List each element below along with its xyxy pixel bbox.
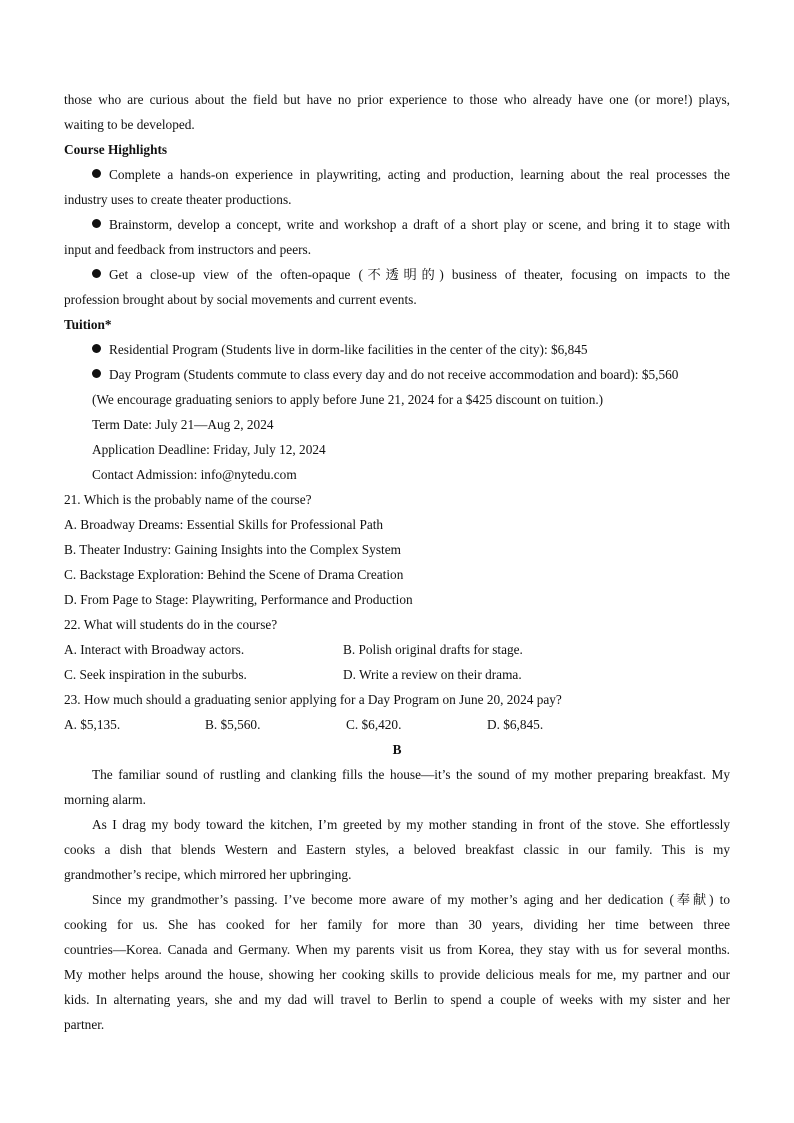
passage-line: cooks a dish that blends Western and Eastern styles, a beloved breakfast classic in our family. This is my xyxy=(64,842,730,857)
bullet-icon xyxy=(92,169,101,178)
question-22-option: A. Interact with Broadway actors. xyxy=(64,642,245,657)
question-23-option: A. $5,135. xyxy=(64,717,121,732)
tuition-note: (We encourage graduating seniors to apply before June 21, 2024 for a $425 discount on tuition.) xyxy=(92,392,604,407)
question-23-stem: 23. How much should a graduating senior applying for a Day Program on June 20, 2024 pay? xyxy=(64,692,562,707)
tuition-heading: Tuition* xyxy=(64,317,112,332)
highlight-item-cont: input and feedback from instructors and peers. xyxy=(64,242,312,257)
contact-admission: Contact Admission: info@nytedu.com xyxy=(92,467,297,482)
passage-line: countries—Korea. Canada and Germany. When my parents visit us from Korea, they stay with us for several months. xyxy=(64,942,730,957)
question-22-option: D. Write a review on their drama. xyxy=(343,667,522,682)
question-22-option: B. Polish original drafts for stage. xyxy=(343,642,523,657)
tuition-item: Day Program (Students commute to class every day and do not receive accommodation and board): $5,560 xyxy=(64,362,730,387)
passage-line: cooking for us. She has cooked for her family for more than 30 years, dividing her time between three xyxy=(64,917,730,932)
passage-line: morning alarm. xyxy=(64,792,146,807)
question-21-option: B. Theater Industry: Gaining Insights into the Complex System xyxy=(64,542,401,557)
question-23-option: D. $6,845. xyxy=(487,717,544,732)
tuition-item: Residential Program (Students live in dorm-like facilities in the center of the city): $6,845 xyxy=(64,337,730,362)
passage-line: As I drag my body toward the kitchen, I’m greeted by my mother standing in front of the stove. She effortlessly xyxy=(92,817,730,832)
passage-line: The familiar sound of rustling and clanking fills the house—it’s the sound of my mother preparing breakfast. My xyxy=(92,767,730,782)
question-22-options-row xyxy=(64,662,730,687)
question-21-option: C. Backstage Exploration: Behind the Scene of Drama Creation xyxy=(64,567,404,582)
application-deadline: Application Deadline: Friday, July 12, 2024 xyxy=(92,442,326,457)
passage-line: grandmother’s recipe, which mirrored her upbringing. xyxy=(64,867,352,882)
intro-line: waiting to be developed. xyxy=(64,117,195,132)
question-22-stem: 22. What will students do in the course? xyxy=(64,617,278,632)
highlight-item: Get a close-up view of the often-opaque (不透明的) business of theater, focusing on impacts to the xyxy=(64,262,730,287)
passage-line: Since my grandmother’s passing. I’ve become more aware of my mother’s aging and her dedication (奉献) to xyxy=(92,892,730,907)
question-23-option: C. $6,420. xyxy=(346,717,402,732)
term-date: Term Date: July 21—Aug 2, 2024 xyxy=(92,417,274,432)
bullet-icon xyxy=(92,369,101,378)
question-23-options-row xyxy=(64,712,730,737)
highlight-item: Complete a hands-on experience in playwriting, acting and production, learning about the real processes the xyxy=(64,162,730,187)
passage-b-label: B xyxy=(392,742,402,757)
highlight-item-cont: industry uses to create theater productions. xyxy=(64,192,292,207)
intro-line: those who are curious about the field but have no prior experience to those who already have one (or more!) plays, xyxy=(64,92,730,107)
document-page xyxy=(64,87,730,1037)
bullet-icon xyxy=(92,269,101,278)
question-23-option: B. $5,560. xyxy=(205,717,261,732)
question-21-option: A. Broadway Dreams: Essential Skills for Professional Path xyxy=(64,517,384,532)
question-22-options-row xyxy=(64,637,730,662)
passage-line: My mother helps around the house, showing her cooking skills to provide delicious meals for me, my partner and our xyxy=(64,967,730,982)
bullet-icon xyxy=(92,219,101,228)
highlight-item: Brainstorm, develop a concept, write and workshop a draft of a short play or scene, and bring it to stage with xyxy=(64,212,730,237)
question-22-option: C. Seek inspiration in the suburbs. xyxy=(64,667,247,682)
passage-line: partner. xyxy=(64,1017,105,1032)
highlight-item-cont: profession brought about by social movements and current events. xyxy=(64,292,417,307)
bullet-icon xyxy=(92,344,101,353)
highlights-heading: Course Highlights xyxy=(64,142,168,157)
passage-line: kids. In alternating years, she and my dad will travel to Berlin to spend a couple of weeks with my sister and her xyxy=(64,992,730,1007)
question-21-stem: 21. Which is the probably name of the course? xyxy=(64,492,312,507)
question-21-option: D. From Page to Stage: Playwriting, Performance and Production xyxy=(64,592,413,607)
